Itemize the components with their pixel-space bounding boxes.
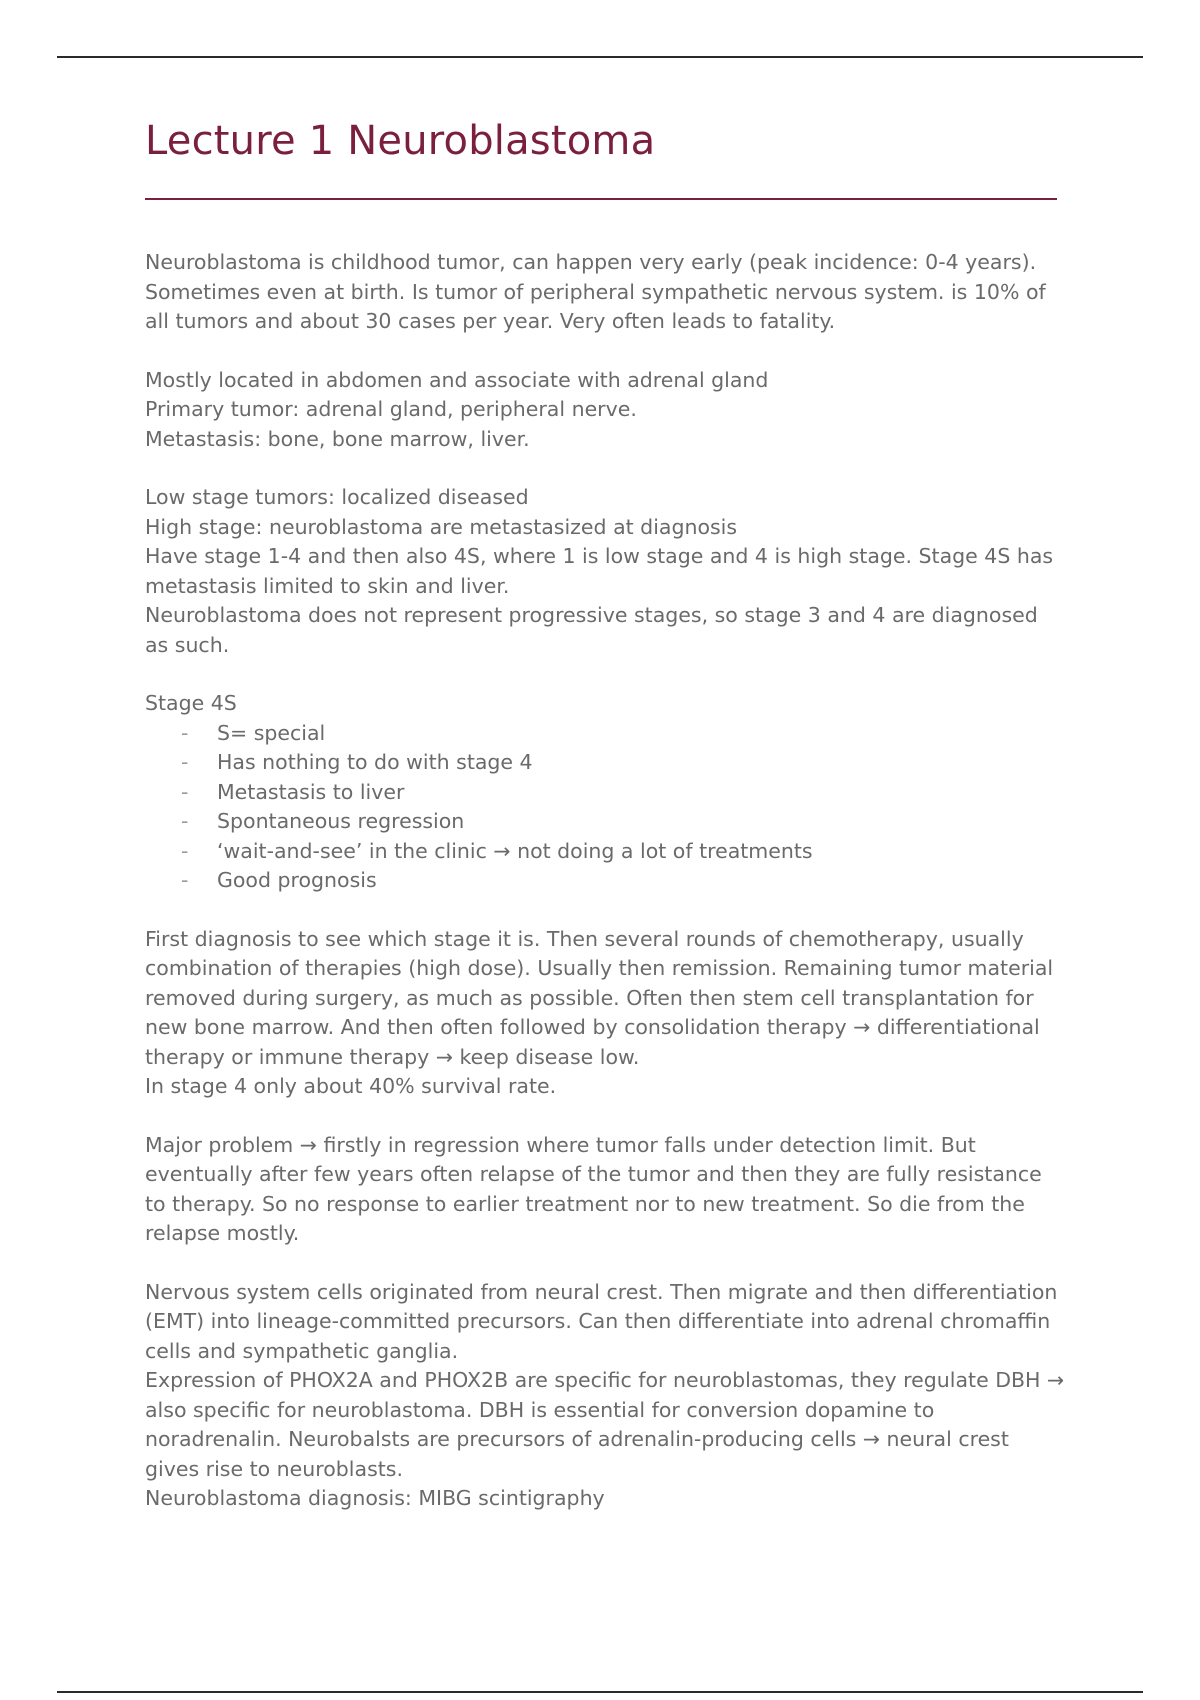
bullet-marker: - (181, 779, 189, 804)
location-line: Metastasis: bone, bone marrow, liver. (145, 426, 530, 451)
stages-line: High stage: neuroblastoma are metastasized at diagnosis (145, 514, 738, 539)
bullet-marker: - (181, 720, 189, 745)
list-item (145, 719, 1065, 749)
page-bottom-rule (57, 1691, 1143, 1693)
stages-line: Neuroblastoma does not represent progressive stages, so stage 3 and 4 are diagnosed as such. (145, 603, 1038, 657)
treatment-paragraph (145, 925, 1065, 1102)
list-item-text: Has nothing to do with stage 4 (217, 750, 533, 774)
list-item (145, 748, 1065, 778)
page-top-rule (57, 56, 1143, 58)
list-item-text: ‘wait-and-see’ in the clinic → not doing a lot of treatments (217, 838, 813, 863)
location-paragraph (145, 366, 1065, 455)
location-line: Mostly located in abdomen and associate with adrenal gland (145, 367, 769, 392)
list-item (145, 866, 1065, 896)
origin-line: Expression of PHOX2A and PHOX2B are specific for neuroblastomas, they regulate DBH → also specific for neuroblastoma. DBH is essential for conversion dopamine to noradrenalin. Neurobalsts are precursors of adrenalin-producing cells → neural crest gives rise to neuroblasts. (145, 1368, 1065, 1481)
list-item-text: Metastasis to liver (217, 779, 405, 804)
intro-paragraph: Neuroblastoma is childhood tumor, can happen very early (peak incidence: 0-4 years). Sometimes even at birth. Is tumor of peripheral sympathetic nervous system. is 10% of all tumors and about 30 cases per year. Very often leads to fatality. (145, 250, 1046, 333)
list-item-text: S= special (217, 720, 326, 745)
treatment-line: First diagnosis to see which stage it is. Then several rounds of chemotherapy, usually combination of therapies (high dose). Usually then remission. Remaining tumor material removed during surgery, as much as possible. Often then stem cell transplantation for new bone marrow. And then often followed by consolidation therapy → differentiational therapy or immune therapy → keep disease low. (145, 926, 1054, 1069)
stages-paragraph (145, 483, 1065, 660)
origin-line: Nervous system cells originated from neural crest. Then migrate and then differentiation (EMT) into lineage-committed precursors. Can then differentiate into adrenal chromaffin cells and sympathetic ganglia. (145, 1279, 1058, 1363)
stage-4s-list (145, 719, 1065, 896)
document-body (145, 248, 1065, 1543)
stages-line: Have stage 1-4 and then also 4S, where 1 is low stage and 4 is high stage. Stage 4S has metastasis limited to skin and liver. (145, 544, 1054, 598)
stages-line: Low stage tumors: localized diseased (145, 485, 529, 509)
list-item (145, 837, 1065, 867)
bullet-marker: - (181, 868, 189, 892)
treatment-line: In stage 4 only about 40% survival rate. (145, 1074, 557, 1098)
location-line: Primary tumor: adrenal gland, peripheral nerve. (145, 397, 637, 421)
title-underline (145, 198, 1057, 200)
origin-paragraph (145, 1278, 1065, 1514)
list-item-text: Spontaneous regression (217, 809, 465, 833)
problem-paragraph: Major problem → firstly in regression where tumor falls under detection limit. But eventually after few years often relapse of the tumor and then they are fully resistance to therapy. So no response to earlier treatment nor to new treatment. So die from the relapse mostly. (145, 1132, 1042, 1245)
page-title: Lecture 1 Neuroblastoma (145, 118, 656, 164)
origin-line: Neuroblastoma diagnosis: MIBG scintigraphy (145, 1486, 605, 1510)
list-item (145, 778, 1065, 808)
list-item-text: Good prognosis (217, 868, 377, 892)
list-item (145, 807, 1065, 837)
bullet-marker: - (181, 750, 189, 774)
bullet-marker: - (181, 809, 189, 833)
bullet-marker: - (181, 838, 189, 863)
stage-4s-heading: Stage 4S (145, 691, 237, 715)
